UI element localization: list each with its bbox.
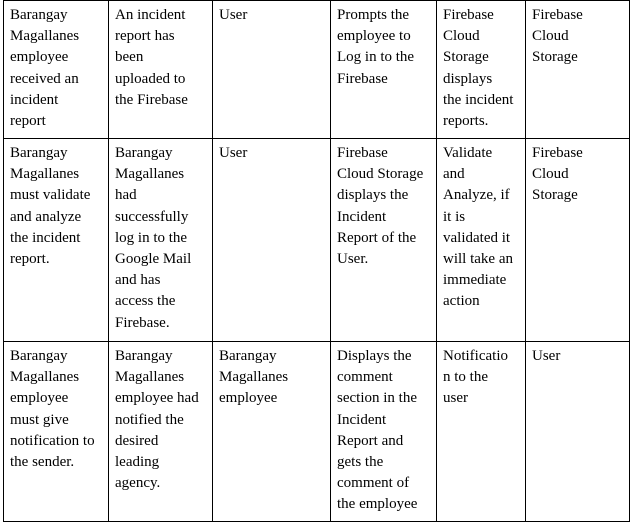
cell-text-line: Magallanes [10, 28, 80, 45]
cell-text-line: report. [10, 251, 50, 268]
cell-text-line: immediate [443, 272, 507, 289]
cell-text-line: and [443, 166, 465, 183]
table-row [4, 1, 630, 139]
cell-text-line: Prompts the [337, 7, 410, 23]
cell-text-line: Magallanes [10, 369, 80, 386]
cell-text-line: Displays the [337, 348, 412, 364]
cell-text-line: and analyze [10, 208, 82, 225]
table-cell [213, 139, 331, 342]
cell-text-line: gets the [337, 454, 384, 471]
cell-text-line: Barangay [10, 7, 68, 23]
cell-text-line: successfully [115, 208, 189, 225]
cell-text-line: the incident [10, 229, 81, 246]
table-cell [526, 139, 630, 342]
cell-text-line: Report and [337, 432, 404, 449]
table-cell [4, 1, 109, 139]
cell-text-line: uploaded to [115, 70, 186, 87]
cell-text-line: Magallanes [115, 369, 185, 386]
cell-text-line: it is [443, 208, 466, 225]
cell-text-line: Firebase. [115, 314, 170, 331]
cell-text-line: User [219, 7, 248, 23]
cell-text-line: An incident [115, 7, 186, 23]
cell-text-line: Google Mail [115, 251, 192, 268]
cell-text-line: Barangay [115, 348, 173, 364]
cell-text-line: reports. [443, 113, 489, 130]
cell-text-line: and has [115, 272, 161, 289]
cell-text-line: notification to [10, 432, 95, 449]
cell-text-line: incident [10, 91, 59, 108]
table-cell [4, 342, 109, 522]
cell-text-line: section in the [337, 390, 417, 407]
cell-text-line: Barangay [219, 348, 277, 364]
cell-text-line: User. [337, 251, 369, 268]
cell-text-line: Firebase [532, 145, 583, 161]
cell-text-line: report [10, 113, 46, 130]
cell-text-line: Firebase [443, 7, 494, 23]
cell-text-line: Validate [443, 145, 493, 161]
cell-text-line: Log in to the [337, 49, 415, 66]
cell-text-line: User [219, 145, 248, 161]
cell-text-line: Magallanes [115, 166, 185, 183]
cell-text-line: comment [337, 369, 393, 386]
cell-text-line: displays the [337, 187, 409, 204]
cell-text-line: leading [115, 454, 160, 471]
cell-text-line: user [443, 390, 468, 407]
table-cell [437, 342, 526, 522]
cell-text-line: the Firebase [115, 91, 188, 108]
cell-text-line: access the [115, 293, 176, 310]
table-cell [331, 139, 437, 342]
table-row [4, 139, 630, 342]
cell-text-line: Barangay [115, 145, 173, 161]
cell-text-line: Storage [532, 187, 578, 204]
cell-text-line: Firebase [337, 145, 388, 161]
use-case-table [3, 0, 630, 522]
table-cell [526, 342, 630, 522]
cell-text-line: Magallanes [10, 166, 80, 183]
cell-text-line: had [115, 187, 137, 204]
cell-text-line: Barangay [10, 145, 68, 161]
cell-text-line: been [115, 49, 144, 66]
cell-text-line: must validate [10, 187, 91, 204]
cell-text-line: Cloud Storage [337, 166, 424, 183]
table-body [4, 1, 630, 522]
cell-text-line: agency. [115, 475, 161, 492]
cell-text-line: User [532, 348, 561, 364]
cell-text-line: validated it [443, 229, 511, 246]
cell-text-line: Report of the [337, 229, 417, 246]
table-cell [437, 139, 526, 342]
table-cell [109, 1, 213, 139]
cell-text-line: Cloud [532, 166, 569, 183]
cell-text-line: employee [10, 390, 69, 407]
cell-text-line: employee had [115, 390, 199, 407]
cell-text-line: Incident [337, 411, 387, 428]
cell-text-line: Cloud [532, 28, 569, 45]
cell-text-line: log in to the [115, 229, 188, 246]
cell-text-line: displays [443, 70, 493, 87]
cell-text-line: comment of [337, 475, 410, 492]
table-cell [331, 1, 437, 139]
table-cell [437, 1, 526, 139]
cell-text-line: Magallanes [219, 369, 289, 386]
cell-text-line: employee [10, 49, 69, 66]
table-cell [526, 1, 630, 139]
cell-text-line: Firebase [532, 7, 583, 23]
cell-text-line: Storage [532, 49, 578, 66]
cell-text-line: received an [10, 70, 79, 87]
table-cell [213, 1, 331, 139]
cell-text-line: Notificatio [443, 348, 508, 364]
cell-text-line: action [443, 293, 480, 310]
table-cell [331, 342, 437, 522]
table-cell [109, 342, 213, 522]
cell-text-line: Barangay [10, 348, 68, 364]
cell-text-line: the incident [443, 91, 514, 108]
table-cell [213, 342, 331, 522]
cell-text-line: n to the [443, 369, 488, 386]
cell-text-line: report has [115, 28, 175, 45]
cell-text-line: will take an [443, 251, 513, 268]
cell-text-line: Firebase [337, 70, 388, 87]
cell-text-line: employee to [337, 28, 411, 45]
cell-text-line: notified the [115, 411, 184, 428]
table-cell [109, 139, 213, 342]
cell-text-line: Incident [337, 208, 387, 225]
cell-text-line: Storage [443, 49, 489, 66]
cell-text-line: Cloud [443, 28, 480, 45]
table-cell [4, 139, 109, 342]
cell-text-line: must give [10, 411, 69, 428]
cell-text-line: the employee [337, 496, 418, 513]
cell-text-line: Analyze, if [443, 187, 510, 204]
cell-text-line: employee [219, 390, 278, 407]
table-row [4, 342, 630, 522]
cell-text-line: desired [115, 432, 159, 449]
cell-text-line: the sender. [10, 454, 75, 471]
